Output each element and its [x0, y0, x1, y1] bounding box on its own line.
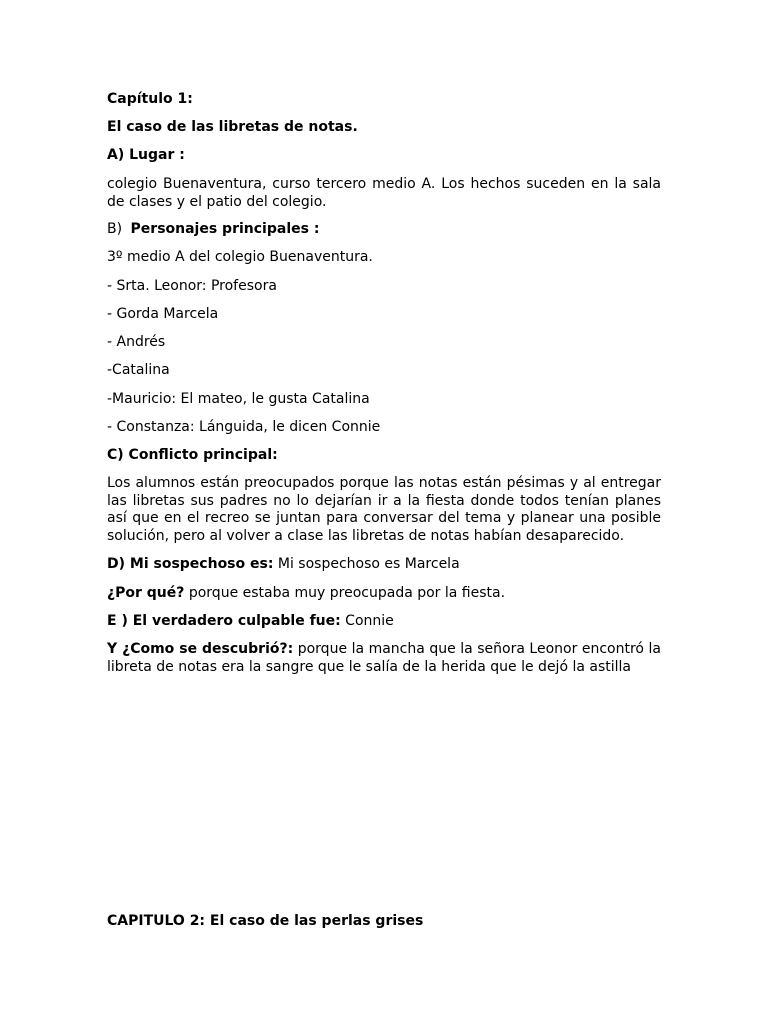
discovery-paragraph	[107, 641, 661, 676]
culprit-label: E ) El verdadero culpable fue:	[107, 613, 341, 629]
why-text: porque estaba muy preocupada por la fiesta.	[184, 585, 506, 601]
discovery-text: porque la mancha que la señora Leonor encontró la libreta de notas era la sangre que le salía de la herida que le dejó la astilla	[107, 641, 661, 675]
culprit-line	[107, 613, 394, 630]
suspect-line	[107, 556, 460, 573]
suspect-label: D) Mi sospechoso es:	[107, 556, 274, 572]
conflict-label: C) Conflicto principal:	[107, 447, 278, 463]
discovery-label: Y ¿Como se descubrió?:	[107, 641, 294, 657]
suspect-text: Mi sospechoso es Marcela	[273, 556, 460, 572]
chapter1-title: El caso de las libretas de notas.	[107, 119, 358, 135]
characters-heading	[107, 221, 319, 238]
chapter1-heading: Capítulo 1:	[107, 91, 193, 107]
character-item: -Catalina	[107, 362, 170, 378]
chapter2-heading: CAPITULO 2: El caso de las perlas grises	[107, 913, 424, 929]
why-line	[107, 585, 505, 602]
conflict-text: Los alumnos están preocupados porque las notas están pésimas y al entregar las libretas sus padres no lo dejarían ir a la fiesta donde todos tenían planes así que en el recreo se juntan para conversar del tema y planear una posible solución, pero al volver a clase las libretas de notas habían desaparecido.	[107, 475, 661, 544]
document-page	[107, 0, 661, 1024]
character-item: - Constanza: Lánguida, le dicen Connie	[107, 419, 381, 435]
characters-label: Personajes principales :	[130, 221, 320, 237]
characters-intro: 3º medio A del colegio Buenaventura.	[107, 249, 373, 265]
character-item: - Gorda Marcela	[107, 306, 219, 322]
characters-prefix: B)	[107, 221, 123, 237]
why-label: ¿Por qué?	[107, 585, 185, 601]
character-item: -Mauricio: El mateo, le gusta Catalina	[107, 391, 370, 407]
place-text: colegio Buenaventura, curso tercero medio A. Los hechos suceden en la sala de clases y el patio del colegio.	[107, 176, 661, 210]
character-item: - Andrés	[107, 334, 166, 350]
character-item: - Srta. Leonor: Profesora	[107, 278, 277, 294]
place-label: A) Lugar :	[107, 147, 185, 163]
culprit-text: Connie	[340, 613, 394, 629]
